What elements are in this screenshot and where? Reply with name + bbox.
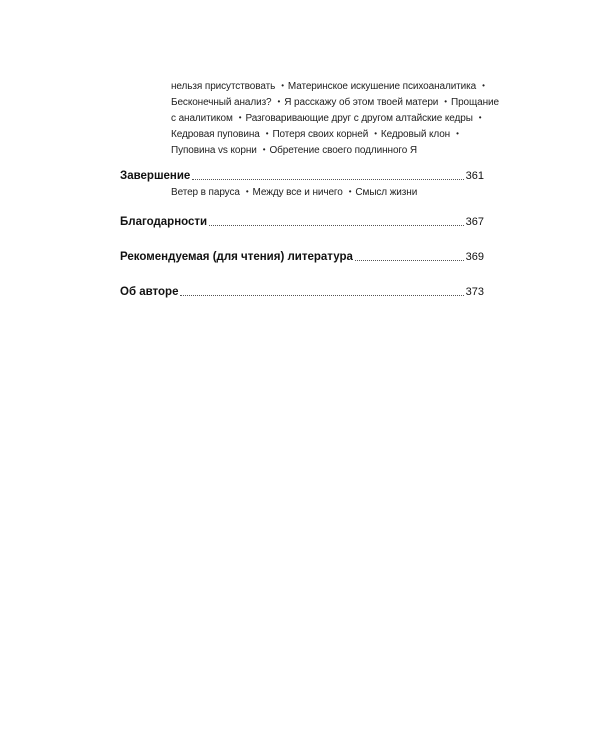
subtopic: Кедровая пуповина: [171, 129, 260, 140]
leader-dots: [180, 295, 463, 296]
subtopic-line: [171, 126, 481, 142]
subtopic: Прощание: [451, 97, 499, 108]
bullet-icon: •: [281, 81, 284, 90]
bullet-icon: •: [456, 129, 459, 138]
subtopic: нельзя присутствовать: [171, 81, 276, 92]
bullet-icon: •: [374, 129, 377, 138]
subtopic: Пуповина vs корни: [171, 145, 257, 156]
leader-dots: [209, 225, 464, 226]
toc-entry-title: Рекомендуемая (для чтения) литература: [120, 251, 353, 263]
toc-entry-recommended-reading[interactable]: [120, 248, 484, 264]
toc-entry-about-author[interactable]: [120, 283, 484, 299]
leader-dots: [192, 179, 463, 180]
subtopic: Кедровый клон: [380, 129, 451, 140]
bullet-icon: •: [262, 145, 266, 154]
subtopic: с аналитиком: [171, 113, 233, 124]
bullet-icon: •: [265, 129, 269, 138]
toc-entry-conclusion[interactable]: [120, 167, 484, 183]
leader-dots: [355, 260, 464, 261]
subtopic: Смысл жизни: [355, 187, 418, 198]
subtopic-line: [171, 78, 485, 94]
subtopic: Материнское искушение психоаналитика: [287, 81, 477, 92]
subtopic-line: [171, 94, 499, 110]
bullet-icon: •: [478, 113, 482, 122]
subtopic: Между все и ничего: [252, 187, 343, 198]
subtopic-line: [171, 142, 481, 158]
subtopic: Бесконечный анализ?: [171, 97, 272, 108]
conclusion-subtopics: [171, 184, 481, 200]
bullet-icon: •: [238, 113, 242, 122]
bullet-icon: •: [277, 97, 281, 106]
bullet-icon: •: [245, 187, 249, 196]
subtopic-line: [171, 110, 481, 126]
subtopic: Ветер в паруса: [171, 187, 240, 198]
bullet-icon: •: [444, 97, 447, 106]
bullet-icon: •: [348, 187, 352, 196]
subtopic: Обретение своего подлинного Я: [269, 145, 418, 156]
subtopic: Я расскажу об этом твоей матери: [284, 97, 439, 108]
toc-entry-acknowledgements[interactable]: [120, 213, 484, 229]
bullet-icon: •: [482, 81, 485, 90]
subtopic-line: [171, 184, 481, 200]
subtopic: Разговаривающие друг с другом алтайские кедры: [245, 113, 473, 124]
continued-subtopics: [171, 78, 499, 158]
toc-page-number: 361: [465, 170, 484, 182]
subtopic: Потеря своих корней: [272, 129, 369, 140]
toc-entry-title: Благодарности: [120, 216, 208, 228]
toc-page-number: 369: [465, 251, 484, 263]
toc-entry-title: Завершение: [120, 170, 191, 182]
toc-entry-title: Об авторе: [120, 286, 179, 298]
toc-page-number: 367: [465, 216, 484, 228]
toc-page-number: 373: [465, 286, 484, 298]
